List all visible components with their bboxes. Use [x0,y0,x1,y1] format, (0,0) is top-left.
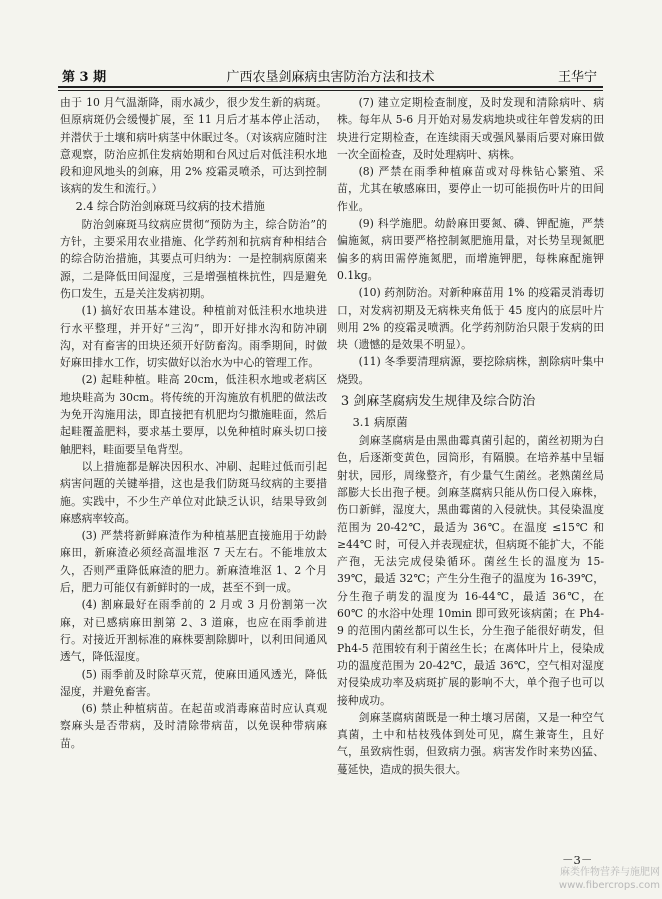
paragraph: (8) 严禁在雨季种植麻苗或对母株钻心繁殖、采苗，尤其在敏感麻田，要停止一切可能损伤叶片的田间作业。 [337,165,604,213]
paragraph: (9) 科学施肥。幼龄麻田要氮、磷、钾配施，严禁偏施氮，病田要严格控制氮肥施用量，对长势呈现氮肥偏多的病田需停施氮肥，而增施钾肥，每株麻配施钾 0.1kg。 [337,217,604,282]
watermark: 麻类作物营养与施肥网 www.fibercrops.com [558,867,660,891]
paragraph: 防治剑麻斑马纹病应贯彻“预防为主，综合防治”的方针，主要采用农业措施、化学药剂和抗病育种相结合的综合防治措施，其要点可归纳为：一是控制病原菌来源，二是降低田间湿度，三是增强植株抗性，四是避免伤口发生，五是关注发病初期。 [60,217,327,300]
paragraph: (6) 禁止种植病苗。在起苗或消毒麻苗时应认真观察麻头是否带病，及时清除带病苗，以免误种带病麻苗。 [60,702,327,750]
section-heading-2-4: 2.4 综合防治剑麻斑马纹病的技术措施 [75,199,265,213]
paragraph: (3) 严禁将新鲜麻渣作为种植基肥直接施用于幼龄麻田，新麻渣必须经高温堆沤 7 天左右。不能堆放太久，否则严重降低麻渣的肥力。新麻渣堆沤 1、2 个月后，肥力可能仅有新鲜时的一成，甚至不到一成。 [60,529,327,595]
header-rule-thin [58,90,603,91]
author-name: 王华宁 [557,70,597,85]
paragraph: (1) 搞好农田基本建设。种植前对低洼积水地块进行水平整理，并开好“三沟”，即开好排水沟和防冲刷沟，对有畜害的田块还须开好防畜沟。雨季期间，时做好麻田排水工作，切实做好以治水为中心的管理工作。 [60,304,327,370]
right-column [337,94,604,778]
issue-number: 第 3 期 [62,70,107,85]
paragraph: (4) 割麻最好在雨季前的 2 月或 3 月份割第一次麻，对已感病麻田割第 2、3 道麻，也应在雨季前进行。对接近开割标准的麻株要割除脚叶，以利田间通风透气，降低湿度。 [60,598,327,664]
paragraph: 剑麻茎腐病是由黑曲霉真菌引起的，菌丝初期为白色，后逐渐变黄色，园筒形，有隔膜。在培养基中呈辐射状，园形，周缘整齐，有少量气生菌丝。老熟菌丝局部膨大长出孢子梗。剑麻茎腐病只能从伤口侵入麻株，伤口新鲜，湿度大，黑曲霉菌的入侵就快。其侵染温度范围为 20-42℃，最适为 36℃。在温度 ≤15℃ 和 ≥44℃ 时，可侵入并表现症状，但病斑不能扩大，不能产孢，无法完成侵染循环。菌丝生长的温度为 15-39℃，最适 32℃；产生分生孢子的温度为 16-39℃，分生孢子萌发的温度为 16-44℃，最适 36℃，在 60℃ 的水浴中处理 10min 即可致死该病菌；在 Ph4-9 的范围内菌丝都可以生长，分生孢子能很好萌发，但 Ph4-5 范围较有利于菌丝生长；在离体叶片上，侵染成功的温度范围为 20-42℃，最适 36℃，空气相对湿度对侵染成功率及病斑扩展的影响不大，单个孢子也可以接种成功。 [337,434,604,707]
paragraph: 剑麻茎腐病菌既是一种土壤习居菌，又是一种空气真菌，土中和枯枝残体到处可见，腐生兼寄生，且好气，虽致病性弱，但致病力强。病害发作时来势凶猛、蔓延快，造成的损失很大。 [337,710,604,776]
paragraph: 由于 10 月气温渐降，雨水减少，很少发生新的病斑。但原病斑仍会缓慢扩展，至 11 月后才基本停止活动，并潜伏于土壤和病叶病茎中休眠过冬。（对该病应随时注意观察，防治应抓住发病始期和台风过后对低洼积水地段和迎风地头的剑麻，用 2% 疫霜灵喷杀，可达到控制该病的发生和流行。） [60,96,327,196]
paragraph: (10) 药剂防治。对新种麻苗用 1% 的疫霜灵消毒切口，对发病初期及无病株夹角低于 45 度内的底层叶片则用 2% 的疫霜灵喷洒。化学药剂防治只限于发病的田块（遗憾的是效果不明显）。 [337,286,604,352]
section-heading-3-1: 3.1 病原菌 [352,416,408,430]
running-header [58,66,603,86]
running-title: 广西农垦剑麻病虫害防治方法和技术 [226,70,435,85]
paragraph: (7) 建立定期检查制度，及时发现和清除病叶、病株。每年从 5-6 月开始对易发病地块或往年曾发病的田块进行定期检查，在连续雨天或强风暴雨后要对麻田做一次全面检查，及时处理病叶、病株。 [337,96,604,161]
paragraph: (11) 冬季要清理病源，要挖除病株，割除病叶集中烧毁。 [337,355,604,386]
paragraph: (5) 雨季前及时除草灭荒，使麻田通风透光，降低湿度，并避免畜害。 [60,667,327,698]
header-rule-thick [58,86,603,88]
section-heading-3: 3 剑麻茎腐病发生规律及综合防治 [340,394,536,410]
left-column [60,94,327,752]
page-number: －3－ [562,853,593,867]
paragraph: (2) 起畦种植。畦高 20cm，低洼积水地或老病区地块畦高为 30cm。将传统的开沟施放有机肥的做法改为免开沟施用法，即直接把有机肥均匀撒施畦面，然后起畦覆盖肥料，要求基土要厚，以免种植时麻头切口接触肥料，畦面要呈龟背型。 [60,373,327,456]
paragraph: 以上措施都是解决因积水、冲刷、起畦过低而引起病害问题的关键举措，这也是我们防斑马纹病的主要措施。实践中，不少生产单位对此缺乏认识，结果导致剑麻感病率较高。 [60,459,327,525]
